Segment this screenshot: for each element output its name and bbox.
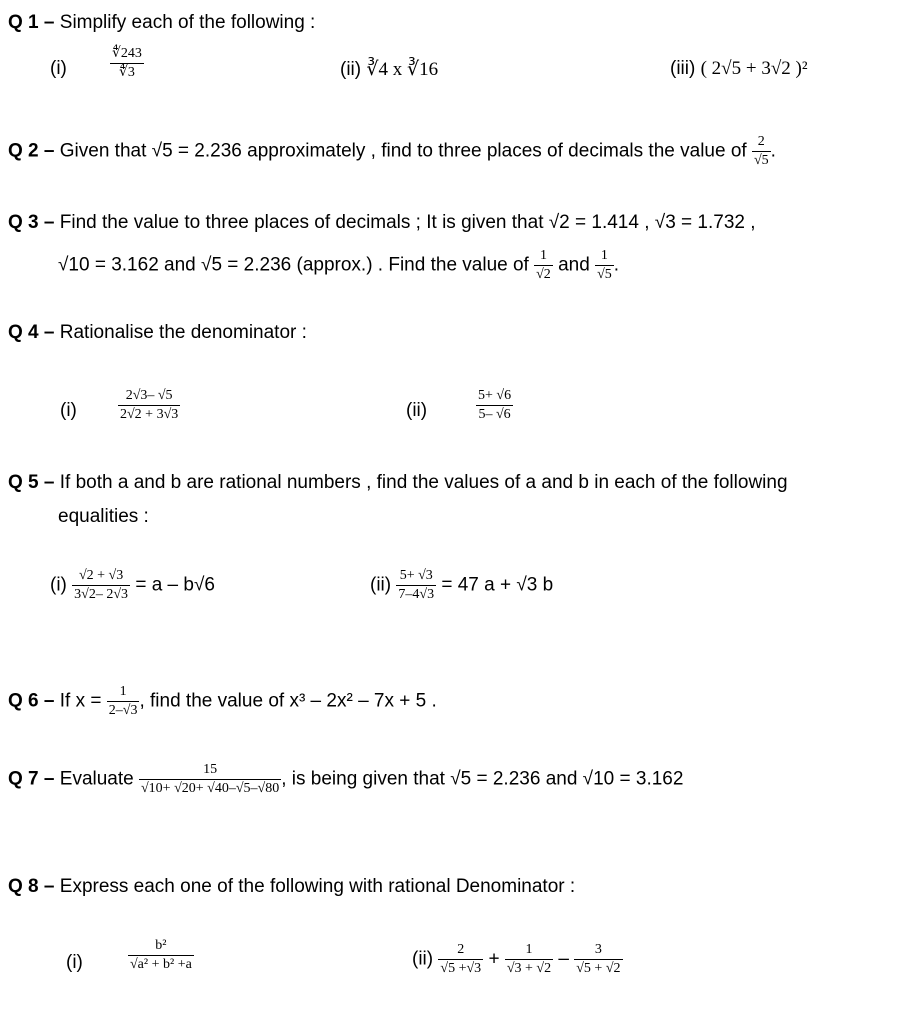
fraction [438,942,483,977]
question-number: Q 1 – [8,12,55,33]
question-text-line-1: If both a and b are rational numbers , find the values of a and b in each of the following [59,472,788,493]
right-hand-side: = 47 a + √3 b [441,574,554,596]
question-number: Q 7 – [8,768,55,790]
fraction-numerator: 1 [595,248,614,266]
q8-part-i-tag: (i) [66,952,83,973]
expression: ∛4 x ∛16 [366,59,439,80]
period: . [613,254,620,276]
fraction-denominator: √2 [536,267,551,283]
right-hand-side: = a – b√6 [135,574,215,596]
question-text-line-2: equalities : [58,506,149,527]
fraction-numerator: √2 + √3 [72,568,130,586]
question-number: Q 6 – [8,690,55,712]
q5-part-ii [370,568,553,603]
part-tag: (iii) [670,58,696,79]
fraction-numerator: b² [128,938,194,956]
fraction [139,762,281,797]
q4-part-i-expression [118,388,180,423]
q1-part-ii [340,58,438,81]
fraction-denominator: √5 [597,267,612,283]
fraction-numerator: 5+ √6 [476,388,513,406]
question-4 [8,322,307,344]
fraction-numerator: 2 [752,134,771,152]
q8-part-i-expression [128,938,194,973]
fraction-numerator: 5+ √3 [396,568,436,586]
fraction [574,942,622,977]
question-number: Q 8 – [8,876,55,897]
q4-part-ii-tag: (ii) [406,400,428,421]
fraction-numerator: 1 [505,942,553,960]
fraction [534,248,553,283]
question-text: Rationalise the denominator : [59,322,307,343]
question-text: Simplify each of the following : [59,12,316,33]
fraction-numerator: 3 [574,942,622,960]
question-3-line-2 [58,248,619,283]
fraction-denominator: √3 + √2 [506,961,552,977]
fraction-denominator: √10+ √20+ √40–√5–√80 [141,781,280,797]
operator-minus: – [558,948,569,970]
fraction-denominator: √5 +√3 [440,961,482,977]
fraction-denominator: 7–4√3 [398,587,435,603]
fraction-denominator: ∜3 [119,65,135,81]
fraction [752,134,771,169]
question-number: Q 4 – [8,322,55,343]
question-text-line-2: √10 = 3.162 and √5 = 2.236 (approx.) . Find the value of [58,254,529,276]
question-text: Given that √5 = 2.236 approximately , find to three places of decimals the value of [59,140,747,162]
fraction [505,942,553,977]
fraction-denominator: 5– √6 [478,407,511,423]
fraction-denominator: 2√2 + 3√3 [120,407,179,423]
fraction [396,568,436,603]
q1-part-i-expression [110,46,144,81]
fraction-numerator: 1 [534,248,553,266]
question-number: Q 5 – [8,472,55,493]
part-tag: (ii) [340,59,362,80]
q5-part-i [50,568,215,603]
question-6 [8,684,437,719]
conjunction: and [558,254,590,276]
fraction-denominator: √5 + √2 [576,961,621,977]
question-2 [8,134,776,169]
period: . [770,140,776,162]
part-tag: (ii) [370,574,392,596]
question-text-line-1: Find the value to three places of decimals ; It is given that √2 = 1.414 , √3 = 1.732 , [59,212,756,233]
fraction-denominator: 3√2– 2√3 [74,587,129,603]
question-1 [8,12,315,34]
question-number: Q 3 – [8,212,55,233]
question-text-post: , is being given that √5 = 2.236 and √10 = 3.162 [281,768,684,790]
q1-part-i-tag: (i) [50,58,67,79]
fraction-numerator: 2 [438,942,483,960]
q4-part-ii-expression [476,388,513,423]
question-7 [8,762,683,797]
part-tag: (i) [50,574,67,596]
fraction [72,568,130,603]
fraction-denominator: √5 [753,153,769,169]
question-8 [8,876,575,898]
fraction-denominator: 2–√3 [108,703,138,719]
fraction-denominator: √a² + b² +a [130,957,192,973]
question-3 [8,212,756,234]
question-text: Express each one of the following with rational Denominator : [59,876,576,897]
part-tag: (ii) [412,948,434,970]
question-text-post: , find the value of x³ – 2x² – 7x + 5 . [139,690,437,712]
fraction [107,684,140,719]
question-5 [8,472,788,494]
fraction-numerator: 2√3– √5 [118,388,180,406]
question-text-pre: If x = [59,690,102,712]
q1-part-iii [670,58,808,80]
operator-plus: + [488,948,500,970]
fraction-numerator: ∜243 [110,46,144,64]
fraction-numerator: 15 [139,762,281,780]
fraction [595,248,614,283]
q8-part-ii [412,942,623,977]
fraction-numerator: 1 [107,684,140,702]
q4-part-i-tag: (i) [60,400,77,421]
question-number: Q 2 – [8,140,55,162]
question-text-pre: Evaluate [59,768,134,790]
expression: ( 2√5 + 3√2 )² [700,58,808,79]
